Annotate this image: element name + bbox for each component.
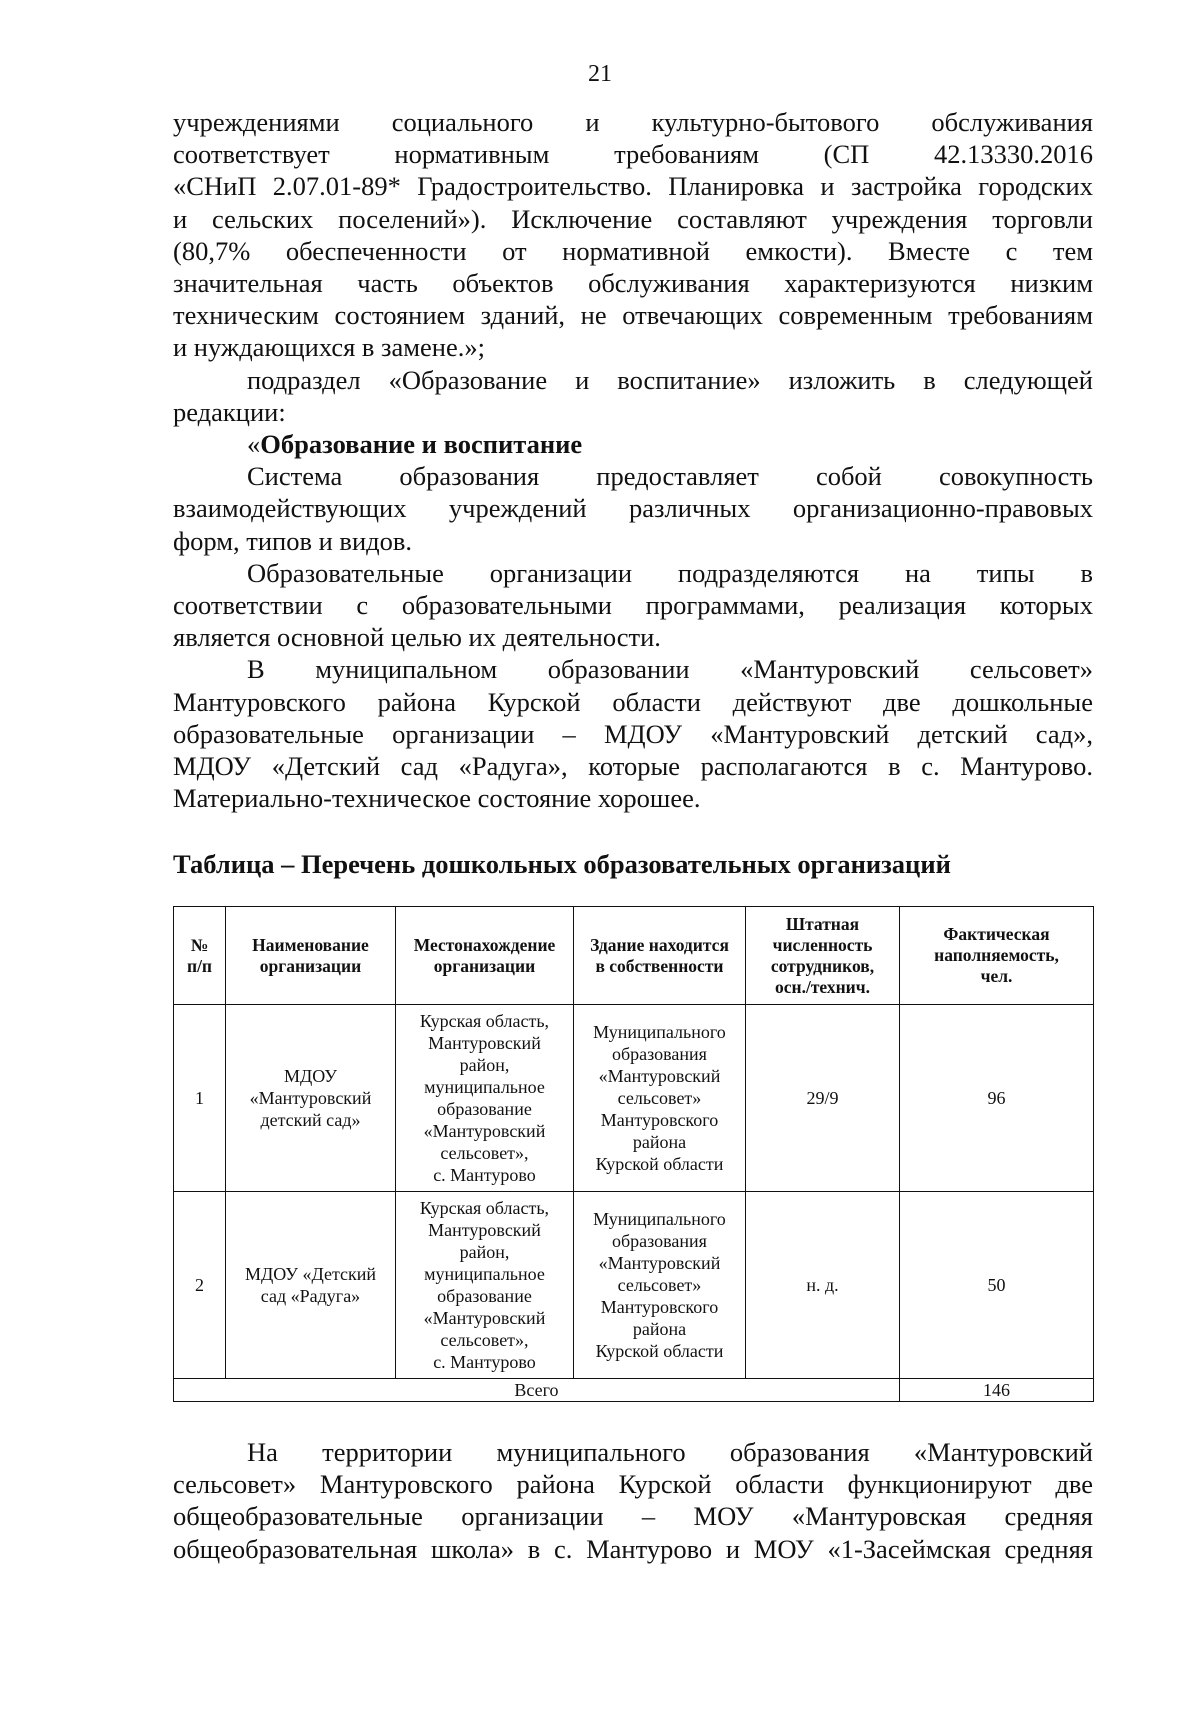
cell-staff: 29/9 <box>746 1005 900 1192</box>
cell-line: Мантуровский <box>428 1220 541 1240</box>
cell-line: Муниципального <box>593 1209 726 1229</box>
text-line: МДОУ «Детский сад «Радуга», которые располагаются в с. Мантурово. <box>173 751 1093 782</box>
cell-line: сотрудников, <box>770 955 875 976</box>
table-title: Таблица – Перечень дошкольных образовательных организаций <box>173 849 951 879</box>
header-cell-staff <box>746 907 900 1005</box>
cell-line: «Мантуровский <box>423 1308 546 1328</box>
cell-line: Муниципального <box>593 1022 726 1042</box>
cell-number: 1 <box>174 1005 226 1192</box>
text-line: редакции: <box>173 396 286 427</box>
heading-text: Образование и воспитание <box>260 429 583 460</box>
text-line: соответствии с образовательными программами, реализация которых <box>173 590 1093 621</box>
text-line: общеобразовательные организации – МОУ «Мантуровская средняя <box>173 1501 1093 1532</box>
cell-line: района <box>632 1132 687 1152</box>
cell-line: Наименование <box>252 934 369 955</box>
text-line: и сельских поселений»). Исключение составляют учреждения торговли <box>173 203 1093 234</box>
cell-line: «Мантуровский <box>598 1253 721 1273</box>
table-row <box>174 1192 1094 1379</box>
cell-line: Здание находится <box>590 934 729 955</box>
total-label: Всего <box>174 1379 900 1402</box>
text-line: Мантуровского района Курской области действуют две дошкольные <box>173 686 1093 717</box>
cell-line: МДОУ «Детский <box>244 1264 377 1284</box>
cell-line: Курская область, <box>419 1011 550 1031</box>
text-line: В муниципальном образовании «Мантуровский сельсовет» <box>247 654 1093 685</box>
cell-line: с. Мантурово <box>433 1352 536 1372</box>
cell-line: Фактическая <box>943 924 1050 944</box>
text-line: (80,7% обеспеченности от нормативной емкости). Вместе с тем <box>173 235 1093 266</box>
cell-line: муниципальное <box>424 1077 545 1097</box>
table-header-row <box>174 907 1094 1005</box>
cell-line: численность <box>772 934 873 955</box>
header-cell-name <box>226 907 396 1005</box>
cell-line: «Мантуровский <box>423 1121 546 1141</box>
cell-line: организации <box>433 955 536 976</box>
text-line: образовательные организации – МДОУ «Мантуровский детский сад», <box>173 718 1093 749</box>
total-value: 146 <box>900 1379 1094 1402</box>
cell-occupancy: 50 <box>900 1192 1094 1379</box>
cell-line: Мантуровского <box>600 1110 719 1130</box>
text-line: общеобразовательная школа» в с. Мантурово и МОУ «1-Засеймская средняя <box>173 1533 1093 1564</box>
cell-line: Курской области <box>595 1341 724 1361</box>
cell-line: Мантуровского <box>600 1297 719 1317</box>
cell-occupancy: 96 <box>900 1005 1094 1192</box>
text-line: подраздел «Образование и воспитание» изложить в следующей <box>247 364 1093 395</box>
cell-staff: н. д. <box>746 1192 900 1379</box>
cell-name <box>226 1192 396 1379</box>
text-line: Система образования предоставляет собой совокупность <box>247 461 1093 492</box>
text-line: учреждениями социального и культурно-бытового обслуживания <box>173 107 1093 137</box>
cell-line: образование <box>437 1286 532 1306</box>
header-cell-number <box>174 907 226 1005</box>
text-line: «СНиП 2.07.01-89* Градостроительство. Планировка и застройка городских <box>173 171 1093 202</box>
text-line: На территории муниципального образования «Мантуровский <box>247 1437 1093 1467</box>
cell-location <box>396 1192 574 1379</box>
cell-line: «Мантуровский <box>249 1088 372 1108</box>
cell-line: сельсовет», <box>440 1143 529 1163</box>
section-heading <box>173 428 1093 460</box>
cell-line: с. Мантурово <box>433 1165 536 1185</box>
cell-number: 2 <box>174 1192 226 1379</box>
cell-line: в собственности <box>595 955 724 976</box>
cell-line: сад «Радуга» <box>260 1286 361 1306</box>
cell-line: организации <box>259 955 362 976</box>
preschool-organizations-table <box>173 906 1094 1402</box>
cell-line: п/п <box>186 955 213 976</box>
cell-location <box>396 1005 574 1192</box>
cell-line: муниципальное <box>424 1264 545 1284</box>
text-line: является основной целью их деятельности. <box>173 622 661 653</box>
cell-line: Мантуровский <box>428 1033 541 1053</box>
cell-line: МДОУ <box>283 1066 337 1086</box>
text-line: взаимодействующих учреждений различных организационно-правовых <box>173 493 1093 524</box>
cell-line: образования <box>612 1231 707 1251</box>
cell-line: Курская область, <box>419 1198 550 1218</box>
top-text-block <box>173 106 1093 814</box>
text-line: Образовательные организации подразделяются на типы в <box>247 557 1093 588</box>
text-line: форм, типов и видов. <box>173 525 412 556</box>
cell-line: образования <box>612 1044 707 1064</box>
header-cell-ownership <box>574 907 746 1005</box>
cell-line: чел. <box>980 966 1013 986</box>
cell-ownership <box>574 1192 746 1379</box>
text-line: соответствует нормативным требованиям (СП 42.13330.2016 <box>173 139 1093 170</box>
bottom-text-block <box>173 1436 1093 1565</box>
cell-line: сельсовет» <box>617 1275 702 1295</box>
cell-line: наполняемость, <box>934 945 1059 965</box>
cell-ownership <box>574 1005 746 1192</box>
text-line: Материально-техническое состояние хорошее. <box>173 783 701 814</box>
cell-line: образование <box>437 1099 532 1119</box>
cell-name <box>226 1005 396 1192</box>
cell-line: детский сад» <box>260 1110 361 1130</box>
cell-line: Штатная <box>785 913 860 934</box>
text-line: сельсовет» Мантуровского района Курской области функционируют две <box>173 1469 1093 1500</box>
table-row <box>174 1005 1094 1192</box>
text-line: техническим состоянием зданий, не отвечающих современным требованиям <box>173 300 1093 331</box>
cell-line: сельсовет», <box>440 1330 529 1350</box>
text-line: значительная часть объектов обслуживания характеризуются низким <box>173 268 1093 299</box>
header-cell-location <box>396 907 574 1005</box>
heading-quote: « <box>247 429 261 460</box>
cell-line: район, <box>459 1055 510 1075</box>
cell-line: осн./технич. <box>774 976 870 997</box>
page-number: 21 <box>588 61 612 87</box>
table-total-row <box>174 1379 1094 1402</box>
cell-line: Курской области <box>595 1154 724 1174</box>
header-cell-occupancy <box>900 907 1094 1005</box>
cell-line: сельсовет» <box>617 1088 702 1108</box>
cell-line: Местонахождение <box>413 934 556 955</box>
cell-line: «Мантуровский <box>598 1066 721 1086</box>
cell-line: № <box>190 934 209 955</box>
cell-line: района <box>632 1319 687 1339</box>
text-line: и нуждающихся в замене.»; <box>173 332 485 363</box>
cell-line: район, <box>459 1242 510 1262</box>
